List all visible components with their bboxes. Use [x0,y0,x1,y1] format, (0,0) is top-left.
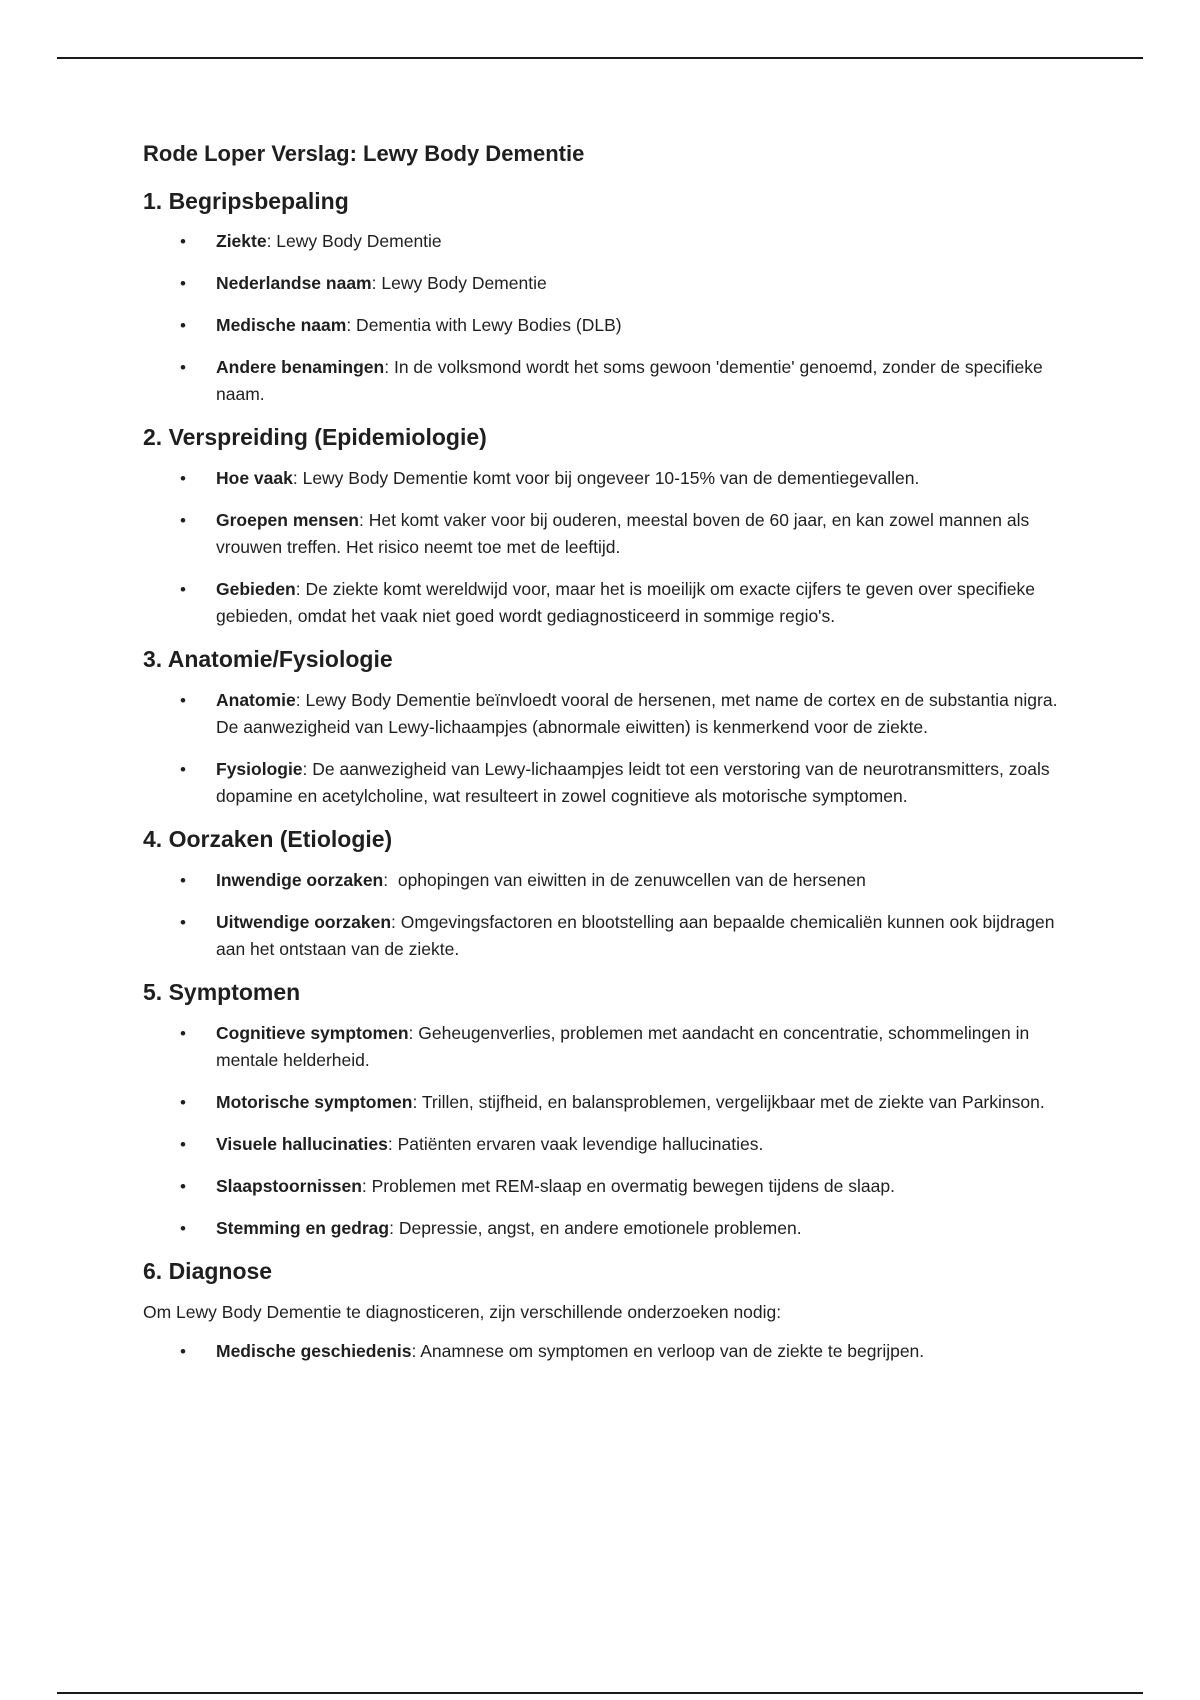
bullet-list [143,465,1063,630]
item-term: Motorische symptomen [216,1092,413,1113]
bullet-icon: • [180,1093,186,1113]
item-term: Medische naam [216,315,347,336]
item-description: : In de volksmond wordt het soms gewoon 'dementie' genoemd, zonder de specifieke naam. [216,357,1048,405]
section-heading: 1. Begripsbepaling [143,187,349,214]
section-heading: 4. Oorzaken (Etiologie) [143,826,393,853]
item-term: Stemming en gedrag [216,1218,390,1239]
item-description: : Lewy Body Dementie [266,231,442,252]
section [143,423,1063,630]
list-item [143,465,1063,492]
bullet-icon: • [180,913,186,933]
item-term: Ziekte [216,231,267,252]
bullet-icon: • [180,1135,186,1155]
list-item [143,270,1063,297]
list-item [143,1173,1063,1200]
list-item [143,354,1063,408]
item-description: : Trillen, stijfheid, en balansproblemen, vergelijkbaar met de ziekte van Parkinson. [412,1092,1045,1113]
bottom-rule [57,1692,1143,1694]
item-term: Medische geschiedenis [216,1340,412,1361]
bullet-icon: • [180,469,186,489]
bullet-icon: • [180,232,186,252]
list-item [143,909,1063,963]
item-term: Groepen mensen [216,510,359,531]
item-description: : Het komt vaker voor bij ouderen, meestal boven de 60 jaar, en kan zowel mannen als vrouwen treffen. Het risico neemt toe met de leeftijd. [216,510,1035,558]
section-heading: 5. Symptomen [143,979,301,1006]
section-heading: 2. Verspreiding (Epidemiologie) [143,424,487,451]
item-description: : Lewy Body Dementie beïnvloedt vooral de hersenen, met name de cortex en de substantia nigra. De aanwezigheid van Lewy-lichaampjes (abnormale eiwitten) is kenmerkend voor de ziekte. [216,690,1063,738]
bullet-list [143,1020,1063,1242]
list-item [143,1020,1063,1074]
list-item [143,228,1063,255]
section [143,978,1063,1242]
item-term: Andere benamingen [216,357,385,378]
item-term: Inwendige oorzaken [216,870,384,891]
item-term: Anatomie [216,690,296,711]
bullet-icon: • [180,760,186,780]
bullet-icon: • [180,316,186,336]
document-title: Rode Loper Verslag: Lewy Body Dementie [143,141,585,166]
section-intro: Om Lewy Body Dementie te diagnosticeren, zijn verschillende onderzoeken nodig: [143,1301,782,1322]
sections-container [143,187,1063,1365]
bullet-list [143,687,1063,810]
list-item [143,1338,1063,1365]
section [143,825,1063,963]
list-item [143,756,1063,810]
top-rule [57,57,1143,59]
section [143,645,1063,810]
bullet-icon: • [180,1177,186,1197]
item-description: : Lewy Body Dementie [371,273,547,294]
list-item [143,312,1063,339]
bullet-list [143,1338,1063,1365]
item-term: Cognitieve symptomen [216,1023,409,1044]
bullet-icon: • [180,1219,186,1239]
section-heading: 6. Diagnose [143,1258,273,1285]
item-description: : De ziekte komt wereldwijd voor, maar het is moeilijk om exacte cijfers te geven over specifieke gebieden, omdat het vaak niet goed wordt gediagnosticeerd in sommige regio's. [216,579,1040,627]
bullet-icon: • [180,1024,186,1044]
bullet-icon: • [180,358,186,378]
item-term: Visuele hallucinaties [216,1134,388,1155]
list-item [143,1089,1063,1116]
bullet-icon: • [180,511,186,531]
item-description: : Problemen met REM-slaap en overmatig bewegen tijdens de slaap. [361,1176,895,1197]
bullet-icon: • [180,580,186,600]
section [143,187,1063,409]
item-term: Fysiologie [216,759,303,780]
section-heading: 3. Anatomie/Fysiologie [143,646,393,673]
bullet-list [143,867,1063,963]
item-description: : Anamnese om symptomen en verloop van de ziekte te begrijpen. [411,1340,925,1361]
item-description: : Lewy Body Dementie komt voor bij ongeveer 10-15% van de dementiegevallen. [292,468,920,489]
item-term: Gebieden [216,579,296,600]
item-description: : Geheugenverlies, problemen met aandacht en concentratie, schommelingen in mentale helderheid. [216,1023,1035,1071]
bullet-icon: • [180,1341,186,1361]
item-term: Nederlandse naam [216,273,372,294]
item-description: : ophopingen van eiwitten in de zenuwcellen van de hersenen [383,870,866,891]
list-item [143,576,1063,630]
item-term: Slaapstoornissen [216,1176,362,1197]
section [143,1257,1063,1365]
bullet-icon: • [180,691,186,711]
item-description: : Dementia with Lewy Bodies (DLB) [346,315,622,336]
list-item [143,1131,1063,1158]
item-description: : Depressie, angst, en andere emotionele problemen. [389,1218,802,1239]
list-item [143,507,1063,561]
list-item [143,1215,1063,1242]
bullet-icon: • [180,871,186,891]
list-item [143,867,1063,894]
bullet-icon: • [180,274,186,294]
item-term: Uitwendige oorzaken [216,912,392,933]
document-body [143,140,1063,1380]
item-description: : De aanwezigheid van Lewy-lichaampjes leidt tot een verstoring van de neurotransmitters, zoals dopamine en acetylcholine, wat resulteert in zowel cognitieve als motorische symptomen. [216,759,1055,807]
list-item [143,687,1063,741]
item-term: Hoe vaak [216,468,293,489]
bullet-list [143,228,1063,408]
item-description: : Patiënten ervaren vaak levendige hallucinaties. [387,1134,764,1155]
item-description: : Omgevingsfactoren en blootstelling aan bepaalde chemicaliën kunnen ook bijdragen aan het ontstaan van de ziekte. [216,912,1060,960]
